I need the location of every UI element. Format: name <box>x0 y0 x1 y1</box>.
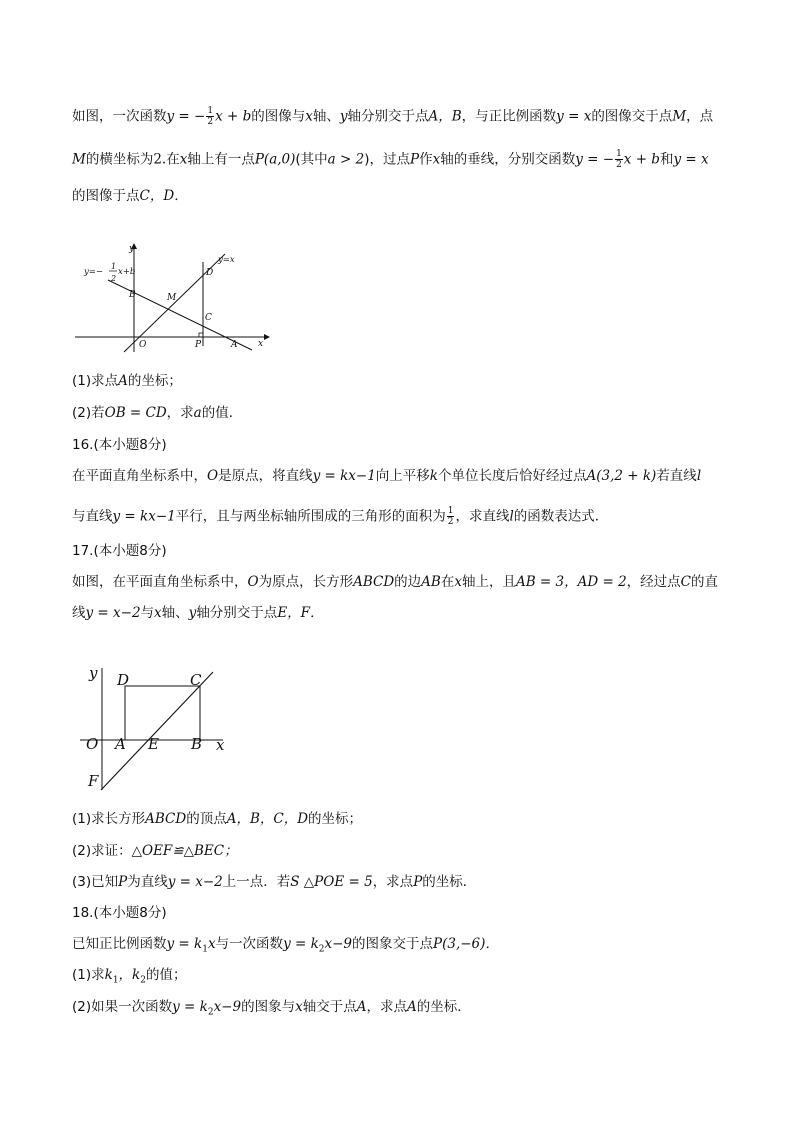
q17-sub-1 <box>72 809 722 829</box>
math: O <box>247 574 259 590</box>
text: ，求点 <box>366 999 407 1015</box>
text: 的图象与 <box>241 999 296 1015</box>
text: ，求直线 <box>455 508 510 525</box>
math: k <box>104 967 113 983</box>
math: y = x <box>673 151 709 168</box>
text: 的值； <box>145 967 187 983</box>
label-y-axis: y <box>129 244 135 254</box>
text: 如图，在平面直角坐标系中， <box>72 574 248 590</box>
q18-sub-1 <box>72 965 722 991</box>
text: 的图像交于点 <box>591 108 673 125</box>
math: y = x <box>556 108 592 125</box>
math: y = x−2 <box>167 874 223 890</box>
text: 的直 <box>691 574 719 590</box>
q17-header: 17.(本小题8分) <box>72 543 167 559</box>
math: M <box>672 108 687 125</box>
label-C: C <box>190 671 202 689</box>
math: a <box>193 405 202 421</box>
text: 轴分别交于点 <box>196 605 278 621</box>
text: 的坐标． <box>416 999 471 1015</box>
label-D: D <box>206 268 214 278</box>
math: △OEF≌△BEC； <box>131 843 238 859</box>
math: y = kx−1 <box>312 468 376 484</box>
math: P <box>413 874 423 890</box>
q16-line-2 <box>72 506 722 527</box>
text: 的坐标； <box>308 811 363 827</box>
text: 的边 <box>394 574 422 590</box>
text: ，与正比例函数 <box>461 108 557 125</box>
q16-line-1 <box>72 466 722 486</box>
label-P: P <box>195 340 202 350</box>
math: C，D． <box>139 188 188 204</box>
right-angle-mark <box>199 333 203 337</box>
q17-sub-3 <box>72 872 722 892</box>
q15-line-1 <box>72 106 722 127</box>
text: 轴上，且 <box>461 574 516 590</box>
text: 已知正比例函数 <box>72 936 167 952</box>
figure-2-graph <box>78 658 248 793</box>
math: x <box>295 999 303 1015</box>
q17-sub-2 <box>72 841 722 861</box>
text: 轴交于点 <box>302 999 357 1015</box>
math: k <box>429 468 438 484</box>
math: A <box>406 999 417 1015</box>
math: a > 2 <box>327 151 365 168</box>
fraction: $\frac{1}{2}$ <box>616 149 622 170</box>
text: ，求 <box>166 405 194 421</box>
text: (1)求长方形 <box>72 811 146 827</box>
text: 与直线 <box>72 508 113 525</box>
x-axis-arrow <box>264 334 270 340</box>
label-B: B <box>129 290 136 300</box>
label-A: A <box>115 735 126 753</box>
text: 的顶点 <box>186 811 227 827</box>
text: 的值． <box>201 405 243 421</box>
label-eq-tail: x+b <box>118 267 136 277</box>
math: OB = CD <box>104 405 167 421</box>
math: P <box>410 151 420 168</box>
math: x <box>207 936 216 952</box>
rectangle-ABCD <box>125 686 200 740</box>
text: (2)求证： <box>72 843 132 859</box>
math: y <box>339 108 348 125</box>
math: x−9 <box>213 999 242 1015</box>
math: M <box>72 151 86 168</box>
label-A: A <box>231 340 238 350</box>
text: 的坐标． <box>422 874 477 890</box>
math: y = − <box>575 151 615 168</box>
text: ，经过点 <box>626 574 681 590</box>
text: 为直线 <box>127 874 168 890</box>
q15-line-3 <box>72 186 722 206</box>
text: 轴上有一点 <box>187 151 255 168</box>
math: S △POE = 5 <box>290 874 373 890</box>
math: E，F． <box>277 605 324 621</box>
label-O: O <box>139 340 147 350</box>
math: y = k <box>283 936 319 952</box>
math: A <box>356 999 367 1015</box>
label-y-axis: y <box>89 664 98 682</box>
math: x <box>432 151 441 168</box>
text: 的图像于点 <box>72 188 140 204</box>
math: y <box>188 605 197 621</box>
text: 的图像与 <box>251 108 306 125</box>
label-E: E <box>148 735 159 753</box>
label-eq: y=− <box>84 267 104 277</box>
text: 的函数表达式． <box>513 508 609 525</box>
math: AB = 3，AD = 2 <box>515 574 627 590</box>
math: y = k <box>172 999 208 1015</box>
q16-header: 16.(本小题8分) <box>72 437 167 453</box>
fraction: $\frac{1}{2}$ <box>447 506 454 527</box>
text: 上一点．若 <box>222 874 291 890</box>
text: 是原点，将直线 <box>218 468 313 484</box>
text: 的图象交于点 <box>352 936 434 952</box>
math: A，B <box>428 108 462 125</box>
text: (3)已知 <box>72 874 119 890</box>
math: x−9 <box>324 936 353 952</box>
text: )，过点 <box>364 151 410 168</box>
subscript: 1 <box>112 975 119 986</box>
figure-1-graph <box>72 240 282 360</box>
math: y = kx−1 <box>112 508 176 525</box>
q17-line-1 <box>72 572 722 592</box>
label-D: D <box>117 671 130 689</box>
text: 如图，一次函数 <box>72 108 167 125</box>
q15-sub-2 <box>72 403 722 423</box>
math: ABCD <box>145 811 187 827</box>
text: 轴的垂线，分别交函数 <box>440 151 576 168</box>
text: (1)求点 <box>72 373 119 389</box>
text: 与 <box>140 605 155 621</box>
math: x <box>305 108 313 125</box>
text: 的横坐标为 <box>85 151 154 168</box>
q15-sub-1 <box>72 371 722 391</box>
q18-sub-2 <box>72 997 722 1023</box>
text: 在 <box>440 574 455 590</box>
math: x + b <box>215 108 252 125</box>
math: A，B，C，D <box>226 811 309 827</box>
label-O: O <box>86 735 99 753</box>
label-C: C <box>205 313 212 323</box>
text: 平行，且与两坐标轴所围成的三角形的面积为 <box>175 508 446 525</box>
math: AB <box>421 574 441 590</box>
label-x-axis: x <box>216 736 225 754</box>
math: P(a,0) <box>254 151 296 168</box>
math: O <box>207 468 219 484</box>
text: ，求点 <box>372 874 414 890</box>
text: 与一次函数 <box>215 936 284 952</box>
math: x <box>154 605 162 621</box>
math: x <box>454 574 462 590</box>
line-y-eq-x-minus-2 <box>101 672 213 790</box>
subscript: 2 <box>207 1007 214 1018</box>
math: y = x−2 <box>85 605 141 621</box>
math: ，k <box>118 967 141 983</box>
q18-header: 18.(本小题8分) <box>72 905 167 921</box>
text: (其中 <box>295 151 328 168</box>
text: 个单位长度后恰好经过点 <box>437 468 587 484</box>
text: 轴、 <box>312 108 340 125</box>
text: 为原点，长方形 <box>258 574 354 590</box>
text: 若直线 <box>656 468 697 484</box>
label-y-eq-x: y=x <box>218 255 235 265</box>
text: 在平面直角坐标系中， <box>72 468 207 484</box>
text: 轴分别交于点 <box>347 108 429 125</box>
math: x <box>179 151 188 168</box>
q17-line-2 <box>72 603 722 623</box>
text: 轴、 <box>161 605 189 621</box>
math: A(3,2 + k) <box>586 468 657 484</box>
label-M: M <box>167 293 177 303</box>
fraction: $\frac{1}{2}$ <box>207 106 214 127</box>
math: l <box>509 508 514 525</box>
math: y = − <box>166 108 206 125</box>
math: ABCD <box>353 574 395 590</box>
subscript: 2 <box>140 975 146 986</box>
q15-line-2 <box>72 149 722 170</box>
math: C <box>680 574 692 590</box>
label-B: B <box>191 735 203 753</box>
text: 向上平移 <box>375 468 430 484</box>
subscript: 2 <box>318 944 325 955</box>
text: 线 <box>72 605 86 621</box>
q18-line-1 <box>72 934 722 960</box>
text: 在 <box>166 151 180 168</box>
math: y = k <box>166 936 203 952</box>
text: (2)如果一次函数 <box>72 999 173 1015</box>
label-frac-d: 2 <box>111 274 117 283</box>
label-frac-n: 1 <box>111 262 117 271</box>
text: 作 <box>419 151 433 168</box>
math: 2. <box>153 151 167 168</box>
text: ，点 <box>686 108 714 125</box>
text: 和 <box>659 151 674 168</box>
label-F: F <box>88 772 99 790</box>
math: A <box>118 373 128 389</box>
math: P <box>118 874 128 890</box>
text: (2)若 <box>72 405 105 421</box>
math: P(3,−6)． <box>433 936 499 952</box>
math: l <box>696 468 702 484</box>
math: x + b <box>623 151 660 168</box>
text: (1)求 <box>72 967 105 983</box>
label-x-axis: x <box>258 339 264 349</box>
text: 的坐标； <box>127 373 182 389</box>
subscript: 1 <box>202 944 208 955</box>
